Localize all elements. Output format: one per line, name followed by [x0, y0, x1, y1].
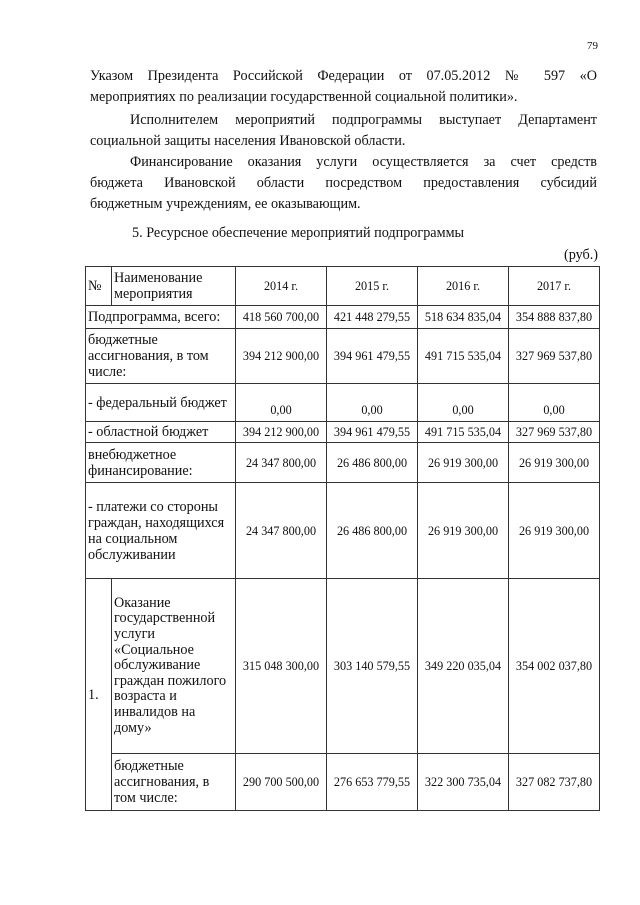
table-row — [86, 384, 600, 422]
row-value: 349 220 035,04 — [418, 579, 509, 754]
row-value: 26 919 300,00 — [418, 443, 509, 483]
paragraph-decree — [90, 66, 597, 108]
row-value: 26 919 300,00 — [418, 483, 509, 579]
row-value: 0,00 — [509, 384, 600, 422]
row-label: бюджетные ассигнования, в том числе: — [86, 329, 236, 384]
table-row — [86, 754, 600, 811]
currency-unit: (руб.) — [563, 247, 598, 263]
page-number: 79 — [587, 40, 598, 52]
row-value: 327 969 537,80 — [509, 329, 600, 384]
row-value: 354 002 037,80 — [509, 579, 600, 754]
row-value: 24 347 800,00 — [236, 483, 327, 579]
row-value: 26 486 800,00 — [327, 483, 418, 579]
row-value: 26 919 300,00 — [509, 443, 600, 483]
row-label: - областной бюджет — [86, 422, 236, 443]
row-value: 394 961 479,55 — [327, 329, 418, 384]
row-value: 322 300 735,04 — [418, 754, 509, 811]
header-year: 2017 г. — [509, 267, 600, 306]
paragraph-line: Финансирование оказания услуги осуществляется за счет средств — [130, 154, 597, 170]
row-value: 26 486 800,00 — [327, 443, 418, 483]
header-year: 2014 г. — [236, 267, 327, 306]
row-value: 0,00 — [327, 384, 418, 422]
row-value: 26 919 300,00 — [509, 483, 600, 579]
paragraph-line: мероприятиях по реализации государственной социальной политики». — [90, 89, 518, 105]
item-number: 1. — [86, 579, 112, 811]
row-value: 303 140 579,55 — [327, 579, 418, 754]
row-value: 421 448 279,55 — [327, 306, 418, 329]
paragraph-executor — [90, 110, 597, 152]
row-value: 276 653 779,55 — [327, 754, 418, 811]
row-label: внебюджетное финансирование: — [86, 443, 236, 483]
paragraph-line: бюджета Ивановской области посредством предоставления субсидий — [90, 175, 597, 191]
table-row — [86, 329, 600, 384]
row-value: 354 888 837,80 — [509, 306, 600, 329]
paragraph-line: Исполнителем мероприятий подпрограммы выступает Департамент — [130, 112, 597, 128]
row-value: 327 969 537,80 — [509, 422, 600, 443]
paragraph-line: бюджетным учреждениям, ее оказывающим. — [90, 196, 361, 212]
section-title: 5. Ресурсное обеспечение мероприятий подпрограммы — [132, 225, 465, 241]
paragraph-line: Указом Президента Российской Федерации от 07.05.2012 № 597 «О — [90, 68, 597, 84]
row-value: 327 082 737,80 — [509, 754, 600, 811]
row-value: 491 715 535,04 — [418, 422, 509, 443]
row-value: 24 347 800,00 — [236, 443, 327, 483]
row-value: 518 634 835,04 — [418, 306, 509, 329]
row-value: 0,00 — [236, 384, 327, 422]
header-name: Наименование мероприятия — [112, 267, 236, 306]
paragraph-financing — [90, 152, 597, 215]
row-label: Подпрограмма, всего: — [86, 306, 236, 329]
row-value: 394 961 479,55 — [327, 422, 418, 443]
header-year: 2016 г. — [418, 267, 509, 306]
row-value: 394 212 900,00 — [236, 422, 327, 443]
resource-table — [85, 266, 600, 811]
table-row — [86, 306, 600, 329]
row-label: бюджетные ассигнования, в том числе: — [112, 754, 236, 811]
paragraph-line: социальной защиты населения Ивановской области. — [90, 133, 406, 149]
row-value: 0,00 — [418, 384, 509, 422]
table-row — [86, 483, 600, 579]
row-label: - платежи со стороны граждан, находящихся на социальном обслуживании — [86, 483, 236, 579]
table-row — [86, 422, 600, 443]
header-number: № — [86, 267, 112, 306]
table-row — [86, 443, 600, 483]
table-row — [86, 579, 600, 754]
header-year: 2015 г. — [327, 267, 418, 306]
row-value: 394 212 900,00 — [236, 329, 327, 384]
row-value: 491 715 535,04 — [418, 329, 509, 384]
row-value: 315 048 300,00 — [236, 579, 327, 754]
row-value: 418 560 700,00 — [236, 306, 327, 329]
table-header-row — [86, 267, 600, 306]
row-label: Оказание государственной услуги «Социальное обслуживание граждан пожилого возраста и инвалидов на дому» — [112, 579, 236, 754]
row-value: 290 700 500,00 — [236, 754, 327, 811]
row-label: - федеральный бюджет — [86, 384, 236, 422]
